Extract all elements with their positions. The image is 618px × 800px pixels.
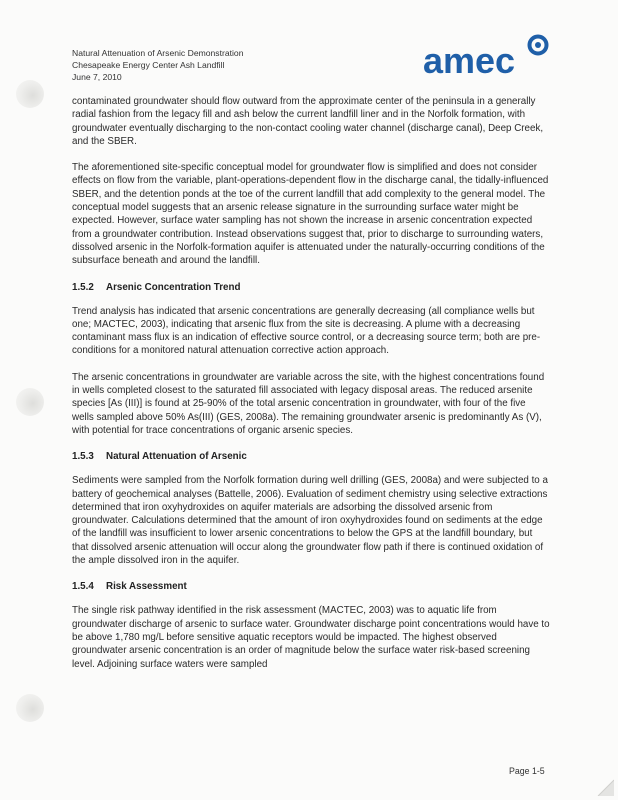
punch-hole <box>16 388 44 416</box>
section-number: 1.5.2 <box>72 281 94 293</box>
section-title: Natural Attenuation of Arsenic <box>106 451 247 463</box>
header-line: Natural Attenuation of Arsenic Demonstration <box>72 48 244 58</box>
section-title: Arsenic Concentration Trend <box>106 281 241 293</box>
document-header <box>72 47 244 83</box>
page-number: Page 1-5 <box>509 766 545 776</box>
section-number: 1.5.4 <box>72 581 94 593</box>
body-paragraph: The aforementioned site-specific conceptual model for groundwater flow is simplified and does not consider effects on flow from the variable, plant-operations-dependent flow in the discharge canal, the tidally-influenced SBER, and the detention ponds at the toe of the current landfill that add complexity to the general model. The conceptual model suggests that an arsenic release signature in the surrounding surface water might be expected. However, surface water sampling has not shown the increase in arsenic concentration expected from a groundwater contribution. Instead observations suggest that, prior to discharge to surrounding waters, dissolved arsenic in the Norfolk-formation aquifer is attenuated under the naturally-occurring conditions of the subsurface beneath and around the landfill. <box>72 162 549 267</box>
body-paragraph: Sediments were sampled from the Norfolk formation during well drilling (GES, 2008a) and were subjected to a battery of geochemical analyses (Battelle, 2006). Evaluation of sediment chemistry using selective extractions determined that iron oxyhydroxides on aquifer materials are adsorbing the dissolved arsenic from groundwater. Calculations determined that the amount of iron oxyhydroxides found on sediments at the edge of the landfill was insufficient to lower arsenic concentrations to below the GPS at the landfill boundary, but that dissolved arsenic attenuation will occur along the groundwater flow path if there is continued oxidation of the ample dissolved iron in the aquifer. <box>72 475 548 567</box>
body-paragraph: The arsenic concentrations in groundwater are variable across the site, with the highest concentrations found in wells completed closest to the saturated fill associated with legacy disposal areas. The reduced arsenite species [As (III)] is found at 25-90% of the total arsenic concentration in groundwater, with four of the five wells sampled above 50% As(III) (GES, 2008a). The remaining groundwater arsenic is predominantly As (V), with potential for trace concentrations of organic arsenic species. <box>72 371 545 436</box>
logo-swirl-icon <box>530 37 547 54</box>
punch-hole <box>16 694 44 722</box>
amec-logo <box>423 32 553 82</box>
section-number: 1.5.3 <box>72 451 94 463</box>
header-line: Chesapeake Energy Center Ash Landfill <box>72 60 225 70</box>
header-line: June 7, 2010 <box>72 72 122 82</box>
logo-wordmark: amec <box>423 40 516 81</box>
body-paragraph: The single risk pathway identified in the risk assessment (MACTEC, 2003) was to aquatic life from groundwater discharge of arsenic to surface water. Groundwater discharge point concentrations would have to be above 1,780 mg/L before sensitive aquatic receptors would be impacted. The highest observed groundwater arsenic concentration is an order of magnitude below the surface water risk-based screening level. Adjoining surface waters were sampled <box>72 605 550 670</box>
body-paragraph: contaminated groundwater should flow outward from the approximate center of the peninsula in a generally radial fashion from the legacy fill and ash below the current landfill liner and in the Norfolk formation, with groundwater eventually discharging to the non-contact cooling water channel (discharge canal), Deep Creek, and the SBER. <box>72 96 544 147</box>
body-paragraph: Trend analysis has indicated that arsenic concentrations are generally decreasing (all compliance wells but one; MACTEC, 2003), indicating that arsenic flux from the site is decreasing. A plume with a decreasing contaminant mass flux is an indication of effective source control, or a decreasing source term; both are pre-conditions for a monitored natural attenuation corrective action approach. <box>72 305 541 357</box>
page-curl-icon <box>594 776 614 796</box>
document-body <box>72 95 550 684</box>
punch-hole <box>16 80 44 108</box>
section-title: Risk Assessment <box>106 581 187 593</box>
section-heading <box>72 450 550 463</box>
section-heading <box>72 281 550 294</box>
section-heading <box>72 580 550 593</box>
